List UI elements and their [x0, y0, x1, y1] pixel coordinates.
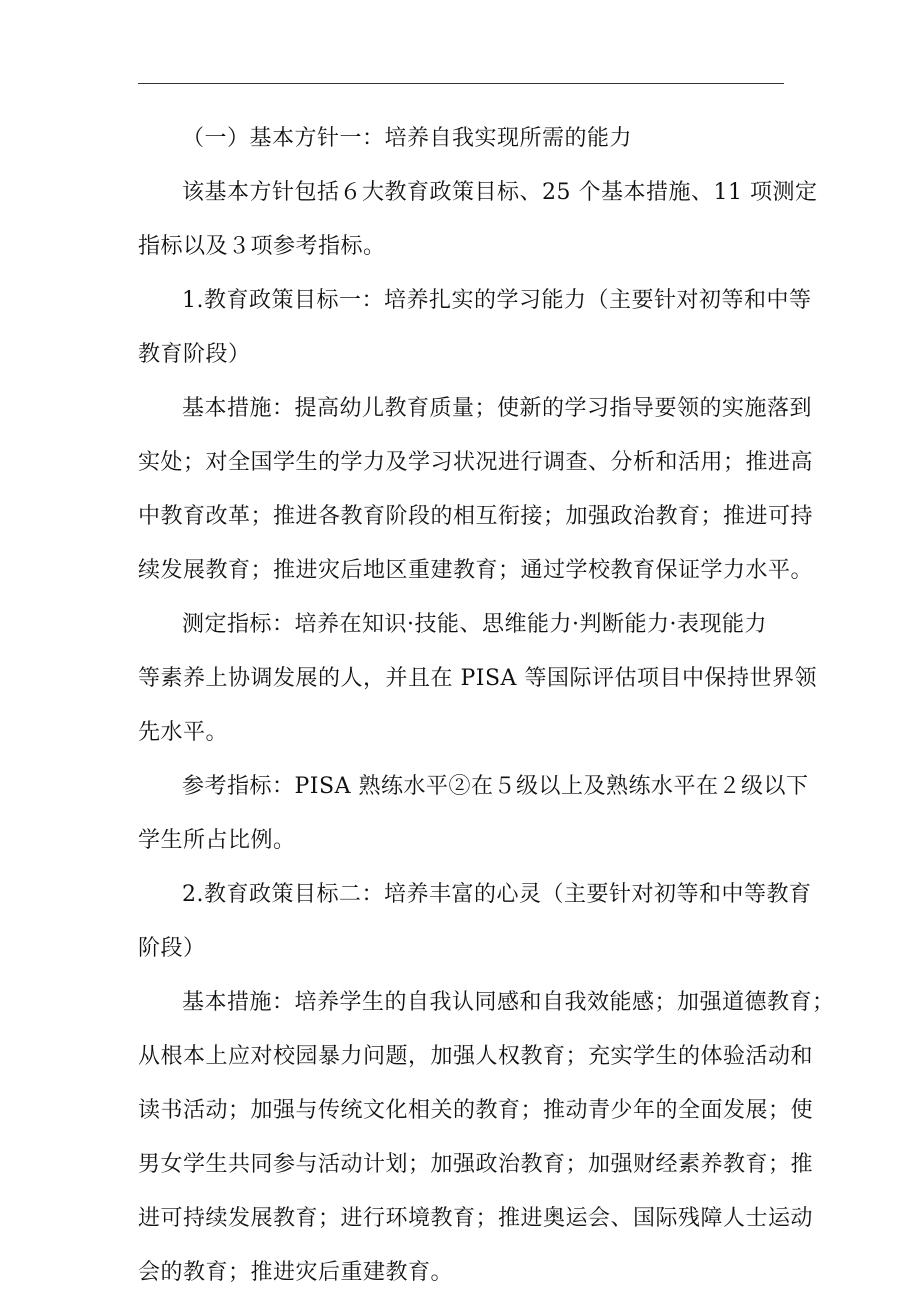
- text-line: 会的教育；推进灾后重建教育。: [138, 1260, 454, 1285]
- text-line: 基本措施：培养学生的自我认同感和自我效能感；加强道德教育；: [182, 990, 835, 1015]
- text-line: 测定指标：培养在知识·技能、思维能力·判断能力·表现能力: [182, 612, 767, 637]
- text-line: 续发展教育；推进灾后地区重建教育；通过学校教育保证学力水平。: [138, 558, 814, 583]
- text-line: 学生所占比例。: [138, 828, 296, 853]
- paragraph-reference-1: [138, 760, 809, 868]
- text-line: 参考指标：PISA 熟练水平②在５级以上及熟练水平在２级以下: [182, 774, 809, 799]
- text-line: 男女学生共同参与活动计划；加强政治教育；加强财经素养教育；推: [138, 1152, 814, 1177]
- document-body: [138, 112, 835, 1300]
- text-line: 进可持续发展教育；进行环境教育；推进奥运会、国际残障人士运动: [138, 1206, 814, 1231]
- section-heading: [138, 112, 792, 166]
- paragraph-indicators-1: [138, 598, 817, 760]
- text-line: 指标以及３项参考指标。: [138, 234, 386, 259]
- paragraph-goal-2: [138, 868, 812, 976]
- text-line: 读书活动；加强与传统文化相关的教育；推动青少年的全面发展；使: [138, 1098, 814, 1123]
- header-rule: [138, 83, 784, 84]
- paragraph-measures-2: [138, 976, 835, 1300]
- text-line: 先水平。: [138, 720, 229, 745]
- paragraph-measures-1: [138, 382, 814, 598]
- text-line: 阶段）: [138, 936, 206, 961]
- text-line: 实处；对全国学生的学力及学习状况进行调查、分析和活用；推进高: [138, 450, 814, 475]
- text-line: 该基本方针包括６大教育政策目标、25 个基本措施、11 项测定: [182, 180, 818, 205]
- text-line: 从根本上应对校园暴力问题，加强人权教育；充实学生的体验活动和: [138, 1044, 814, 1069]
- text-line: 基本措施：提高幼儿教育质量；使新的学习指导要领的实施落到: [182, 396, 813, 421]
- paragraph-overview: [138, 166, 818, 274]
- text-line: 中教育改革；推进各教育阶段的相互衔接；加强政治教育；推进可持: [138, 504, 814, 529]
- paragraph-goal-1: [138, 274, 812, 382]
- text-line: 教育阶段）: [138, 342, 251, 367]
- text-line: 等素养上协调发展的人，并且在 PISA 等国际评估项目中保持世界领: [138, 666, 817, 691]
- text-line: 1.教育政策目标一：培养扎实的学习能力（主要针对初等和中等: [182, 288, 812, 313]
- text-line: （一）基本方针一：培养自我实现所需的能力: [182, 126, 633, 151]
- text-line: 2.教育政策目标二：培养丰富的心灵（主要针对初等和中等教育: [182, 882, 812, 907]
